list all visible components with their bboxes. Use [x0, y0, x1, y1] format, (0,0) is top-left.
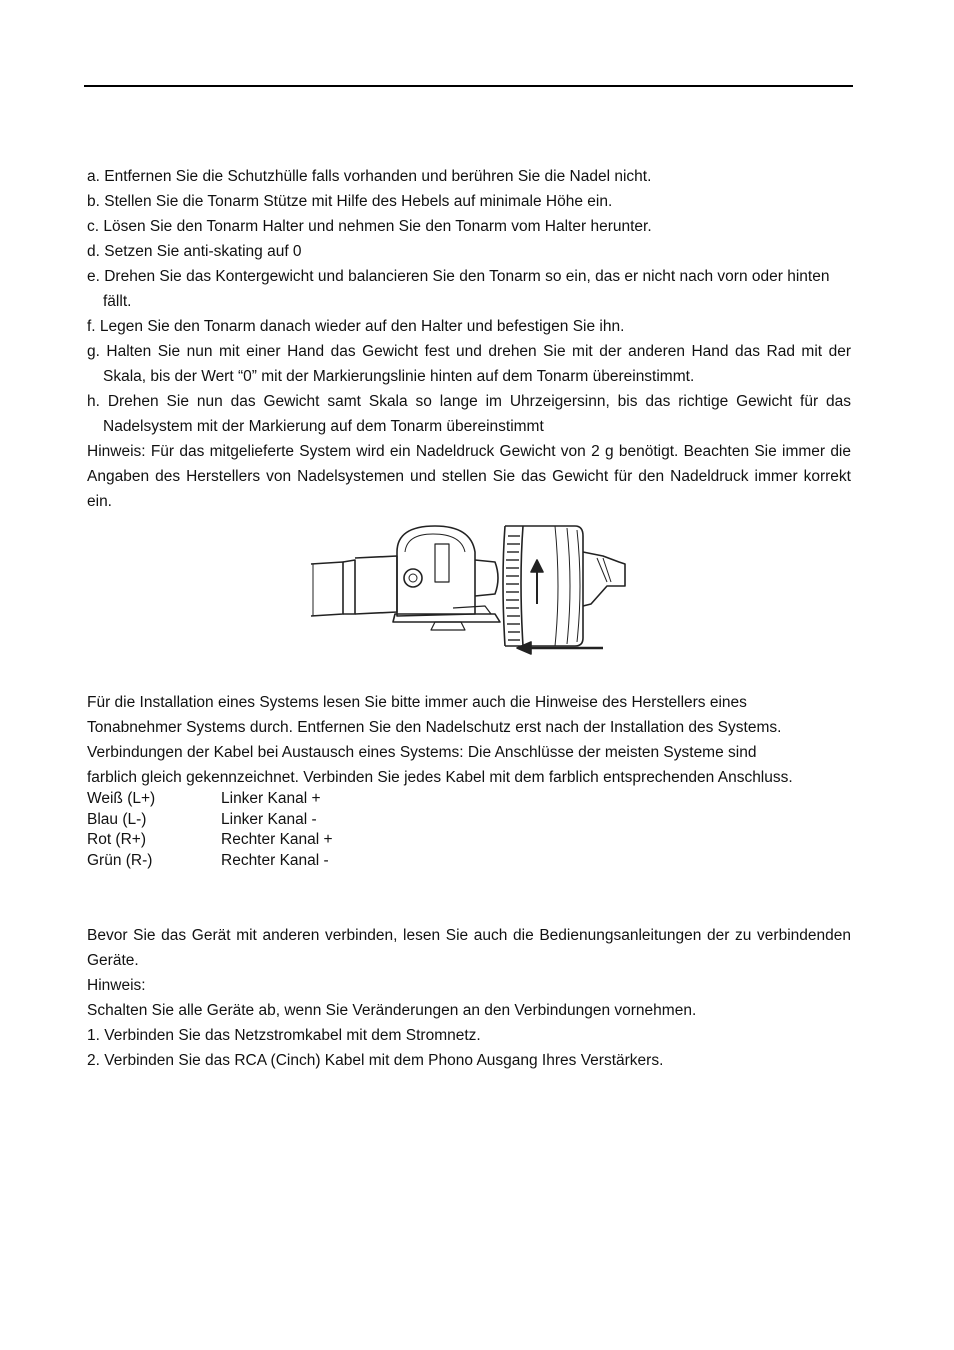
connect-section	[87, 923, 851, 1073]
connect-note-label: Hinweis:	[87, 977, 146, 994]
cable-color: Weiß (L+)	[87, 790, 156, 807]
install-line: Verbindungen der Kabel bei Austausch eines Systems: Die Anschlüsse der meisten Systeme sind	[87, 744, 757, 761]
install-paragraph	[87, 690, 851, 790]
connect-intro: Bevor Sie das Gerät mit anderen verbinden, lesen Sie auch die Bedienungsanleitungen der zu verbindenden Geräte.	[87, 927, 851, 969]
cable-table	[87, 789, 487, 872]
counterweight-illustration	[285, 522, 653, 656]
connect-step-2: 2. Verbinden Sie das RCA (Cinch) Kabel mit dem Phono Ausgang Ihres Verstärkers.	[87, 1052, 664, 1069]
step-a: a. Entfernen Sie die Schutzhülle falls vorhanden und berühren Sie die Nadel nicht.	[87, 168, 652, 185]
balance-steps	[87, 164, 851, 514]
step-d: d. Setzen Sie anti-skating auf 0	[87, 243, 302, 260]
step-h: h. Drehen Sie nun das Gewicht samt Skala so lange im Uhrzeigersinn, bis das richtige Gewicht für das Nadelsystem mit der Markierung auf dem Tonarm übereinstimmt	[87, 393, 851, 435]
cable-channel: Linker Kanal -	[221, 810, 317, 828]
step-e: e. Drehen Sie das Kontergewicht und balancieren Sie den Tonarm so ein, das er nicht nach vorn oder hinten fällt.	[87, 268, 830, 310]
step-b: b. Stellen Sie die Tonarm Stütze mit Hilfe des Hebels auf minimale Höhe ein.	[87, 193, 613, 210]
connect-note-text: Schalten Sie alle Geräte ab, wenn Sie Veränderungen an den Verbindungen vornehmen.	[87, 1002, 697, 1019]
connect-step-1: 1. Verbinden Sie das Netzstromkabel mit dem Stromnetz.	[87, 1027, 481, 1044]
cable-channel: Rechter Kanal +	[221, 831, 333, 849]
install-line: Tonabnehmer Systems durch. Entfernen Sie den Nadelschutz erst nach der Installation des Systems.	[87, 719, 782, 736]
cable-row	[87, 851, 487, 872]
step-f: f. Legen Sie den Tonarm danach wieder auf den Halter und befestigen Sie ihn.	[87, 318, 625, 335]
cable-color: Rot (R+)	[87, 831, 146, 849]
header-rule	[84, 85, 853, 87]
stylus-pressure-note: Hinweis: Für das mitgelieferte System wird ein Nadeldruck Gewicht von 2 g benötigt. Beachten Sie immer die Angaben des Herstellers von Nadelsystemen und stellen Sie das Gewicht für den Nadeldruck immer korrekt ein.	[87, 443, 851, 510]
cable-channel: Linker Kanal +	[221, 790, 321, 807]
cable-color: Grün (R-)	[87, 852, 153, 870]
cable-channel: Rechter Kanal -	[221, 852, 329, 870]
install-line: Für die Installation eines Systems lesen Sie bitte immer auch die Hinweise des Herstellers eines	[87, 694, 747, 711]
cable-row	[87, 810, 487, 831]
step-g: g. Halten Sie nun mit einer Hand das Gewicht fest und drehen Sie mit der anderen Hand das Rad mit der Skala, bis der Wert “0” mit der Markierungslinie hinten auf dem Tonarm übereinstimmt.	[87, 343, 851, 385]
cable-color: Blau (L-)	[87, 810, 147, 828]
step-c: c. Lösen Sie den Tonarm Halter und nehmen Sie den Tonarm vom Halter herunter.	[87, 218, 652, 235]
cable-row	[87, 830, 487, 851]
cable-row	[87, 789, 487, 810]
install-line: farblich gleich gekennzeichnet. Verbinden Sie jedes Kabel mit dem farblich entsprechenden Anschluss.	[87, 769, 793, 786]
